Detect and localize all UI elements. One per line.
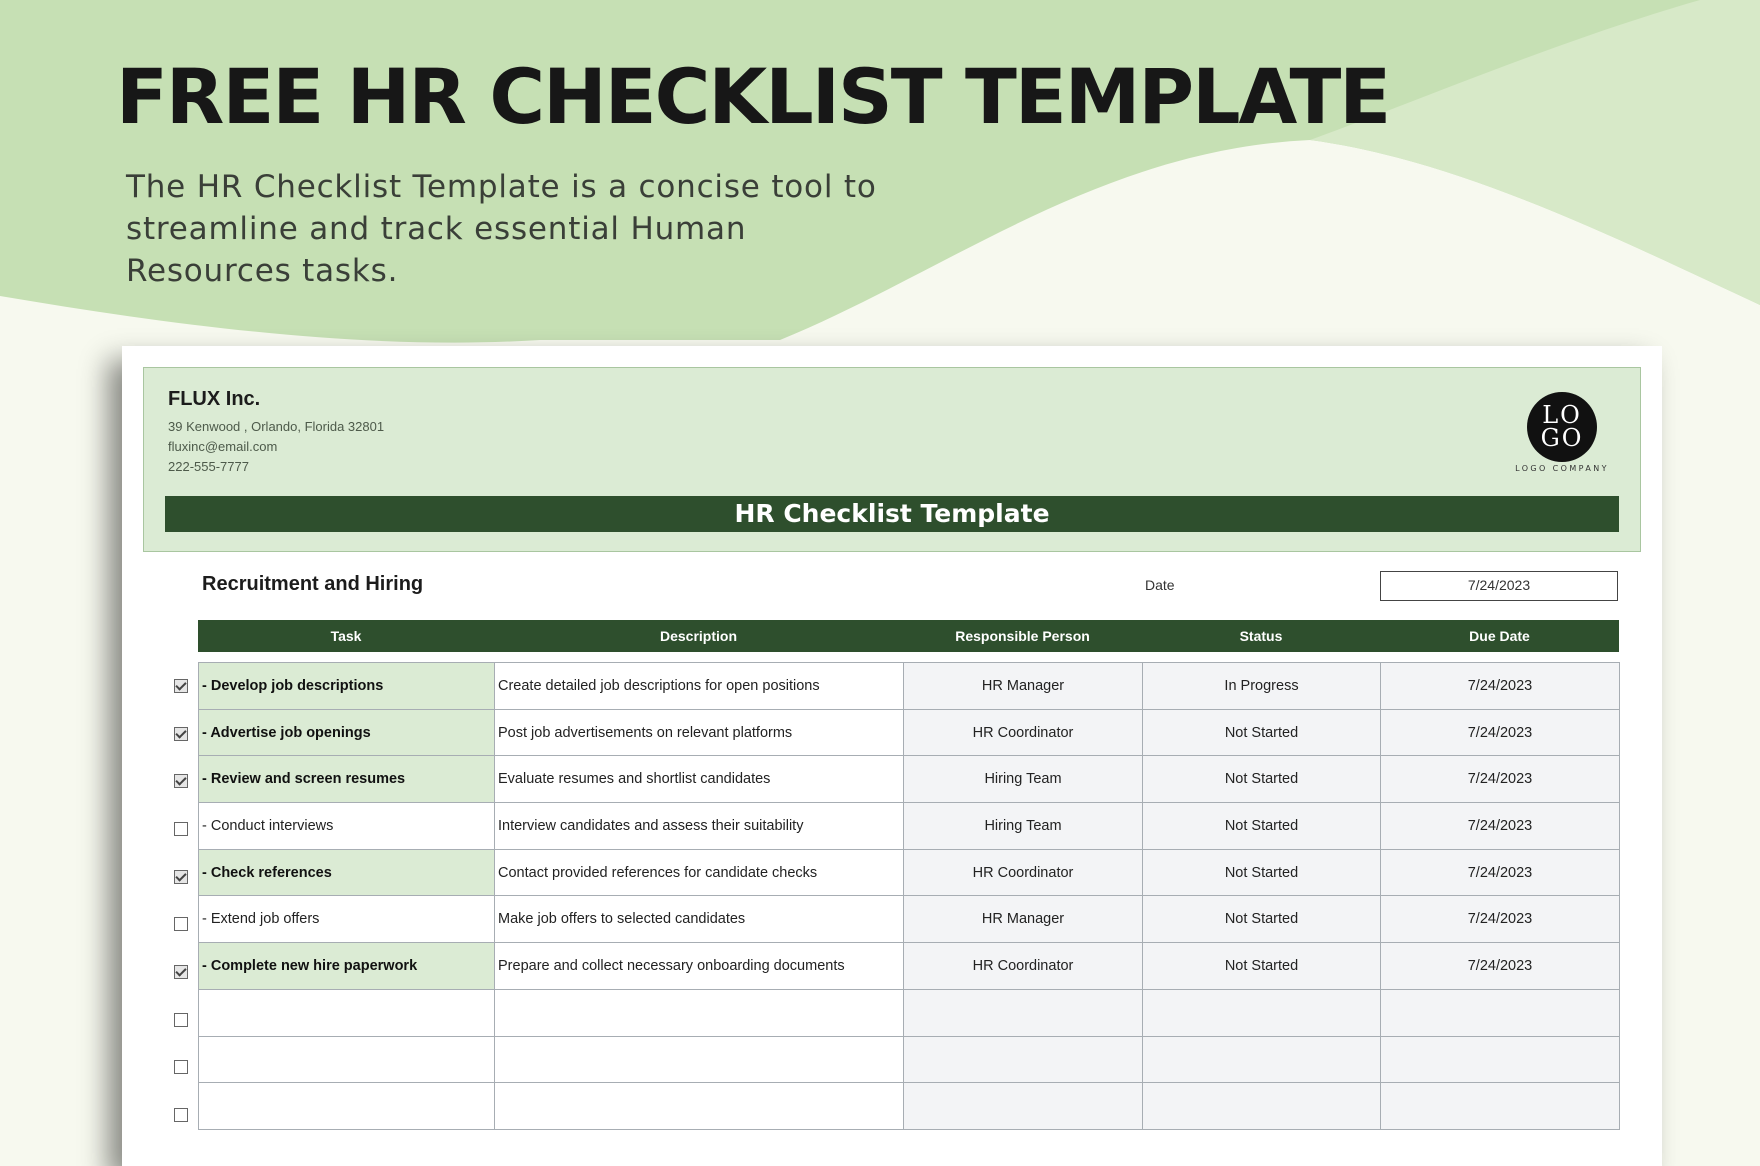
- task-cell[interactable]: [199, 989, 495, 1036]
- table-row: [199, 1036, 1620, 1083]
- task-cell[interactable]: - Develop job descriptions: [199, 663, 495, 710]
- task-cell[interactable]: [199, 1083, 495, 1130]
- responsible-person-cell[interactable]: HR Manager: [904, 663, 1143, 710]
- responsible-person-cell[interactable]: HR Manager: [904, 896, 1143, 943]
- status-cell[interactable]: Not Started: [1143, 943, 1381, 990]
- due-date-cell[interactable]: 7/24/2023: [1381, 849, 1620, 896]
- column-header-description: Description: [659, 628, 737, 644]
- responsible-person-cell[interactable]: HR Coordinator: [904, 709, 1143, 756]
- task-checkbox[interactable]: [174, 774, 188, 788]
- description-cell[interactable]: Evaluate resumes and shortlist candidates: [495, 756, 904, 803]
- description-cell[interactable]: Create detailed job descriptions for open positions: [495, 663, 904, 710]
- date-label: Date: [1145, 577, 1175, 593]
- task-checkbox[interactable]: [174, 870, 188, 884]
- due-date-cell[interactable]: 7/24/2023: [1381, 896, 1620, 943]
- task-checkbox[interactable]: [174, 965, 188, 979]
- status-cell[interactable]: Not Started: [1143, 756, 1381, 803]
- description-cell[interactable]: [495, 989, 904, 1036]
- company-name: FLUX Inc.: [168, 388, 261, 410]
- table-row: [199, 803, 1620, 850]
- description-cell[interactable]: [495, 1036, 904, 1083]
- description-cell[interactable]: Post job advertisements on relevant platforms: [495, 709, 904, 756]
- due-date-cell[interactable]: 7/24/2023: [1381, 663, 1620, 710]
- checklist-table: [198, 662, 1620, 1130]
- due-date-cell[interactable]: [1381, 1036, 1620, 1083]
- task-cell[interactable]: - Complete new hire paperwork: [199, 943, 495, 990]
- section-title: Recruitment and Hiring: [202, 573, 424, 595]
- table-row: [199, 756, 1620, 803]
- task-checkbox[interactable]: [174, 1108, 188, 1122]
- description-cell[interactable]: Prepare and collect necessary onboarding documents: [495, 943, 904, 990]
- sheet-title-banner: HR Checklist Template: [165, 496, 1619, 532]
- page-title: FREE HR CHECKLIST TEMPLATE: [116, 52, 1390, 141]
- task-checkbox[interactable]: [174, 917, 188, 931]
- company-logo: [1527, 392, 1597, 462]
- due-date-cell[interactable]: 7/24/2023: [1381, 756, 1620, 803]
- column-header-due-date: Due Date: [1469, 628, 1530, 644]
- task-checkbox[interactable]: [174, 822, 188, 836]
- table-row: [199, 989, 1620, 1036]
- company-address: 39 Kenwood , Orlando, Florida 32801: [168, 419, 385, 434]
- status-cell[interactable]: Not Started: [1143, 896, 1381, 943]
- company-phone: 222-555-7777: [168, 459, 249, 474]
- logo-text-top: LO: [1542, 401, 1582, 429]
- task-checkbox[interactable]: [174, 1060, 188, 1074]
- status-cell[interactable]: [1143, 989, 1381, 1036]
- description-cell[interactable]: Interview candidates and assess their suitability: [495, 803, 904, 850]
- company-email: fluxinc@email.com: [168, 439, 278, 454]
- responsible-person-cell[interactable]: HR Coordinator: [904, 849, 1143, 896]
- status-cell[interactable]: Not Started: [1143, 709, 1381, 756]
- description-cell[interactable]: Contact provided references for candidate checks: [495, 849, 904, 896]
- table-row: [199, 849, 1620, 896]
- description-cell[interactable]: [495, 1083, 904, 1130]
- status-cell[interactable]: Not Started: [1143, 803, 1381, 850]
- task-checkbox[interactable]: [174, 727, 188, 741]
- status-cell[interactable]: Not Started: [1143, 849, 1381, 896]
- logo-caption: LOGO COMPANY: [1515, 464, 1609, 473]
- date-field[interactable]: 7/24/2023: [1380, 571, 1618, 601]
- task-checkbox[interactable]: [174, 1013, 188, 1027]
- table-row: [199, 709, 1620, 756]
- due-date-cell[interactable]: [1381, 989, 1620, 1036]
- logo-text-bottom: GO: [1540, 424, 1584, 452]
- due-date-cell[interactable]: [1381, 1083, 1620, 1130]
- status-cell[interactable]: [1143, 1036, 1381, 1083]
- table-row: [199, 663, 1620, 710]
- table-header: [198, 620, 1619, 652]
- task-cell[interactable]: - Check references: [199, 849, 495, 896]
- task-cell[interactable]: [199, 1036, 495, 1083]
- task-checkbox[interactable]: [174, 679, 188, 693]
- responsible-person-cell[interactable]: [904, 989, 1143, 1036]
- task-cell[interactable]: - Conduct interviews: [199, 803, 495, 850]
- status-cell[interactable]: [1143, 1083, 1381, 1130]
- column-header-status: Status: [1239, 628, 1283, 644]
- due-date-cell[interactable]: 7/24/2023: [1381, 803, 1620, 850]
- column-header-responsible-person: Responsible Person: [955, 628, 1090, 644]
- task-cell[interactable]: - Extend job offers: [199, 896, 495, 943]
- description-cell[interactable]: Make job offers to selected candidates: [495, 896, 904, 943]
- responsible-person-cell[interactable]: [904, 1036, 1143, 1083]
- task-cell[interactable]: - Advertise job openings: [199, 709, 495, 756]
- table-row: [199, 943, 1620, 990]
- task-cell[interactable]: - Review and screen resumes: [199, 756, 495, 803]
- responsible-person-cell[interactable]: HR Coordinator: [904, 943, 1143, 990]
- table-row: [199, 896, 1620, 943]
- due-date-cell[interactable]: 7/24/2023: [1381, 709, 1620, 756]
- due-date-cell[interactable]: 7/24/2023: [1381, 943, 1620, 990]
- table-row: [199, 1083, 1620, 1130]
- responsible-person-cell[interactable]: Hiring Team: [904, 756, 1143, 803]
- column-header-task: Task: [330, 628, 362, 644]
- responsible-person-cell[interactable]: Hiring Team: [904, 803, 1143, 850]
- status-cell[interactable]: In Progress: [1143, 663, 1381, 710]
- responsible-person-cell[interactable]: [904, 1083, 1143, 1130]
- page-subtitle: The HR Checklist Template is a concise tool to streamline and track essential Human Resources tasks.: [126, 169, 877, 289]
